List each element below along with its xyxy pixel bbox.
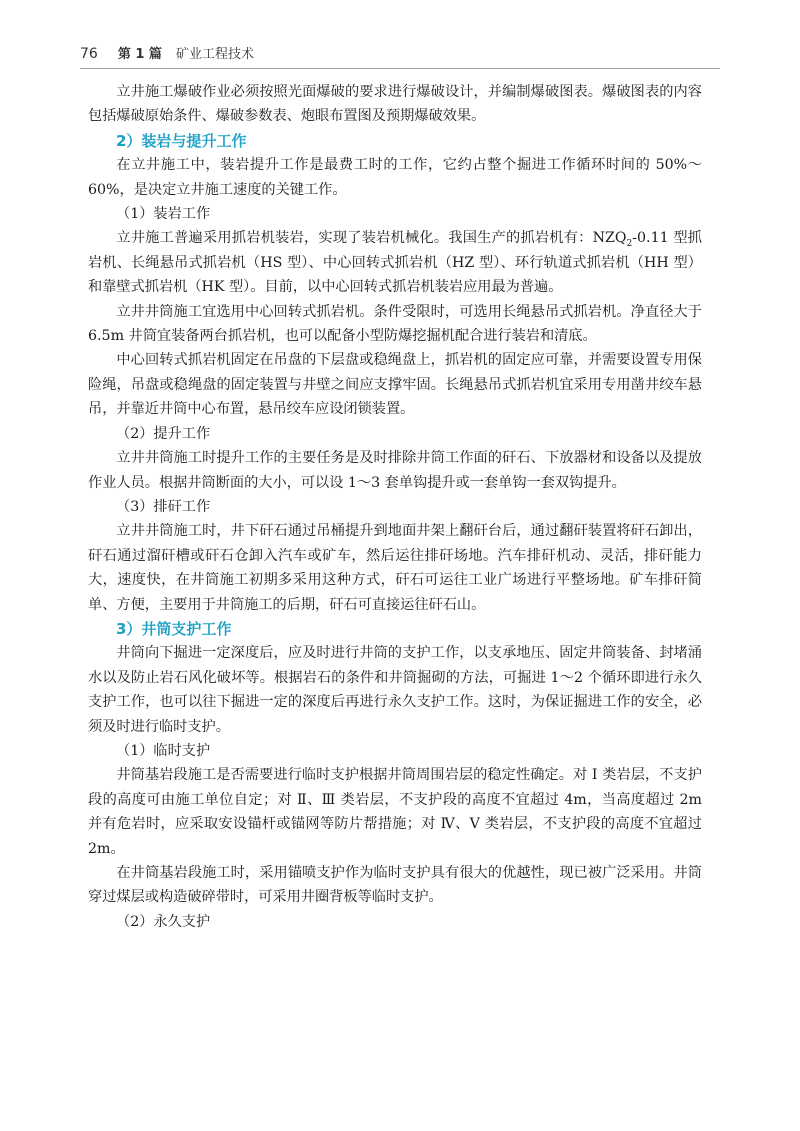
section-heading-support: 3）井筒支护工作 <box>116 619 232 638</box>
paragraph <box>88 226 702 299</box>
paragraph: 井筒基岩段施工是否需要进行临时支护根据井筒周围岩层的稳定性确定。对 Ⅰ 类岩层，不支护段的高度可由施工单位自定；对 Ⅱ、Ⅲ 类岩层，不支护段的高度不宜超过 4m，当高度超过 2m 并有危岩时，应采取安设锚杆或锚网等防片帮措施；对 Ⅳ、Ⅴ 类岩层，不支护段的高度不宜超过 2m。 <box>88 767 702 857</box>
page-body <box>88 80 702 934</box>
paragraph: 在井筒基岩段施工时，采用锚喷支护作为临时支护具有很大的优越性，现已被广泛采用。井筒穿过煤层或构造破碎带时，可采用井圈背板等临时支护。 <box>88 865 702 906</box>
chapter-title: 矿业工程技术 <box>175 47 254 62</box>
subsection-heading-permanent-support: （2）永久支护 <box>116 913 211 930</box>
paragraph-text: -0.11 型抓岩机、长绳悬吊式抓岩机（HS 型）、中心回转式抓岩机（HZ 型）、环行轨道式抓岩机（HH 型）和靠壁式抓岩机（HK 型）。目前，以中心回转式抓岩机装岩应用最为普遍。 <box>88 230 702 296</box>
paragraph: 立井井筒施工时，井下矸石通过吊桶提升到地面井架上翻矸台后，通过翻矸装置将矸石卸出，矸石通过溜矸槽或矸石仓卸入汽车或矿车，然后运往排矸场地。汽车排矸机动、灵活，排矸能力大，速度快，在井筒施工初期多采用这种方式，矸石可运往工业广场进行平整场地。矿车排矸简单、方便，主要用于井筒施工的后期，矸石可直接运往矸石山。 <box>88 523 702 613</box>
paragraph: 在立井施工中，装岩提升工作是最费工时的工作，它约占整个掘进工作循环时间的 50%～60%，是决定立井施工速度的关键工作。 <box>88 157 702 198</box>
subsection-heading-loading: （1）装岩工作 <box>116 206 211 223</box>
paragraph: 井筒向下掘进一定深度后，应及时进行井筒的支护工作，以支承地压、固定井筒装备、封堵涌水以及防止岩石风化破坏等。根据岩石的条件和井筒掘砌的方法，可掘进 1～2 个循环即进行永久支护工作，也可以往下掘进一定的深度后再进行永久支护工作。这时，为保证掘进工作的安全，必须及时进行临时支护。 <box>88 645 702 735</box>
subsection-heading-hoisting: （2）提升工作 <box>116 425 211 442</box>
part-label: 第 1 篇 <box>117 47 162 62</box>
subscript: 2 <box>626 239 633 250</box>
section-heading-loading-hoisting: 2）装岩与提升工作 <box>116 131 247 150</box>
paragraph: 立井井筒施工时提升工作的主要任务是及时排除井筒工作面的矸石、下放器材和设备以及提放作业人员。根据井筒断面的大小，可以设 1～3 套单钩提升或一套单钩一套双钩提升。 <box>88 450 702 491</box>
paragraph-text: 立井施工普遍采用抓岩机装岩，实现了装岩机械化。我国生产的抓岩机有：NZQ <box>116 230 627 247</box>
subsection-heading-waste: （3）排矸工作 <box>116 498 211 515</box>
paragraph: 立井施工爆破作业必须按照光面爆破的要求进行爆破设计，并编制爆破图表。爆破图表的内容包括爆破原始条件、爆破参数表、炮眼布置图及预期爆破效果。 <box>88 84 702 125</box>
paragraph: 立井井筒施工宜选用中心回转式抓岩机。条件受限时，可选用长绳悬吊式抓岩机。净直径大于 6.5m 井筒宜装备两台抓岩机，也可以配备小型防爆挖掘机配合进行装岩和清底。 <box>88 303 702 345</box>
page-number: 76 <box>80 46 98 62</box>
subsection-heading-temporary-support: （1）临时支护 <box>116 742 211 759</box>
paragraph: 中心回转式抓岩机固定在吊盘的下层盘或稳绳盘上，抓岩机的固定应可靠，并需要设置专用保险绳，吊盘或稳绳盘的固定装置与井壁之间应支撑牢固。长绳悬吊式抓岩机宜采用专用凿井绞车悬吊，并靠近井筒中心布置，悬吊绞车应设闭锁装置。 <box>88 352 702 418</box>
page-header <box>80 38 720 69</box>
